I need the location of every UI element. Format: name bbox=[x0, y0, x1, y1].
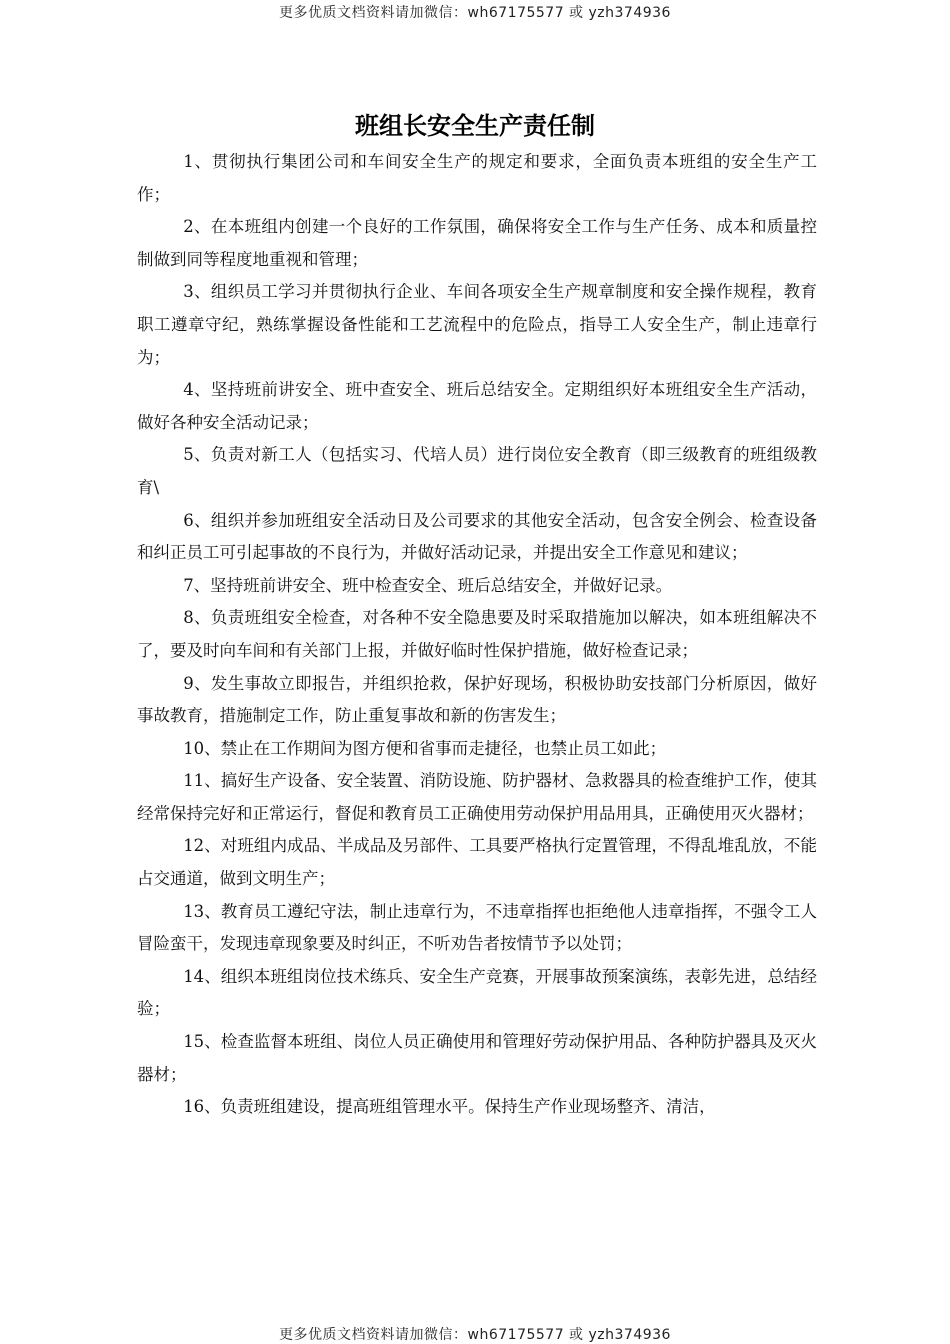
paragraph-11: 11、搞好生产设备、安全装置、消防设施、防护器材、急救器具的检查维护工作，使其经常保持完好和正常运行，督促和教育员工正确使用劳动保护用品用具，正确使用灭火器材； bbox=[137, 771, 817, 823]
paragraph-1: 1、贯彻执行集团公司和车间安全生产的规定和要求，全面负责本班组的安全生产工作； bbox=[137, 152, 817, 204]
paragraph-8: 8、负责班组安全检查，对各种不安全隐患要及时采取措施加以解决，如本班组解决不了，要及时向车间和有关部门上报，并做好临时性保护措施，做好检查记录； bbox=[137, 608, 817, 660]
paragraph-12: 12、对班组内成品、半成品及另部件、工具要严格执行定置管理，不得乱堆乱放，不能占交通道，做到文明生产； bbox=[137, 836, 817, 889]
document-title: 班组长安全生产责任制 bbox=[355, 112, 595, 140]
paragraph-16: 16、负责班组建设，提高班组管理水平。保持生产作业现场整齐、清洁， bbox=[183, 1097, 716, 1117]
paragraph-14: 14、组织本班组岗位技术练兵、安全生产竞赛，开展事故预案演练，表彰先进，总结经验； bbox=[137, 966, 817, 1019]
page-header-watermark: 更多优质文档资料请加微信：wh67175577 或 yzh374936 bbox=[279, 5, 671, 21]
page-footer-watermark: 更多优质文档资料请加微信：wh67175577 或 yzh374936 bbox=[279, 1327, 671, 1343]
paragraph-10: 10、禁止在工作期间为图方便和省事而走捷径，也禁止员工如此； bbox=[183, 738, 667, 758]
paragraph-5: 5、负责对新工人（包括实习、代培人员）进行岗位安全教育（即三级教育的班组级教育\ bbox=[137, 445, 817, 497]
paragraph-7: 7、坚持班前讲安全、班中检查安全、班后总结安全，并做好记录。 bbox=[183, 575, 673, 595]
paragraph-9: 9、发生事故立即报告，并组织抢救，保护好现场，积极协助安技部门分析原因，做好事故教育，措施制定工作，防止重复事故和新的伤害发生； bbox=[137, 673, 817, 726]
paragraph-4: 4、坚持班前讲安全、班中查安全、班后总结安全。定期组织好本班组安全生产活动，做好各种安全活动记录； bbox=[137, 380, 817, 432]
paragraph-6: 6、组织并参加班组安全活动日及公司要求的其他安全活动，包含安全例会、检查设备和纠正员工可引起事故的不良行为，并做好活动记录，并提出安全工作意见和建议； bbox=[137, 510, 817, 563]
paragraph-3: 3、组织员工学习并贯彻执行企业、车间各项安全生产规章制度和安全操作规程，教育职工遵章守纪，熟练掌握设备性能和工艺流程中的危险点，指导工人安全生产，制止违章行为； bbox=[137, 282, 817, 367]
document-body bbox=[137, 146, 817, 1124]
paragraph-2: 2、在本班组内创建一个良好的工作氛围，确保将安全工作与生产任务、成本和质量控制做到同等程度地重视和管理； bbox=[137, 217, 817, 269]
paragraph-13: 13、教育员工遵纪守法，制止违章行为，不违章指挥也拒绝他人违章指挥，不强令工人冒险蛮干，发现违章现象要及时纠正，不听劝告者按情节予以处罚； bbox=[137, 901, 817, 954]
paragraph-15: 15、检查监督本班组、岗位人员正确使用和管理好劳动保护用品、各种防护器具及灭火器材； bbox=[137, 1032, 817, 1084]
